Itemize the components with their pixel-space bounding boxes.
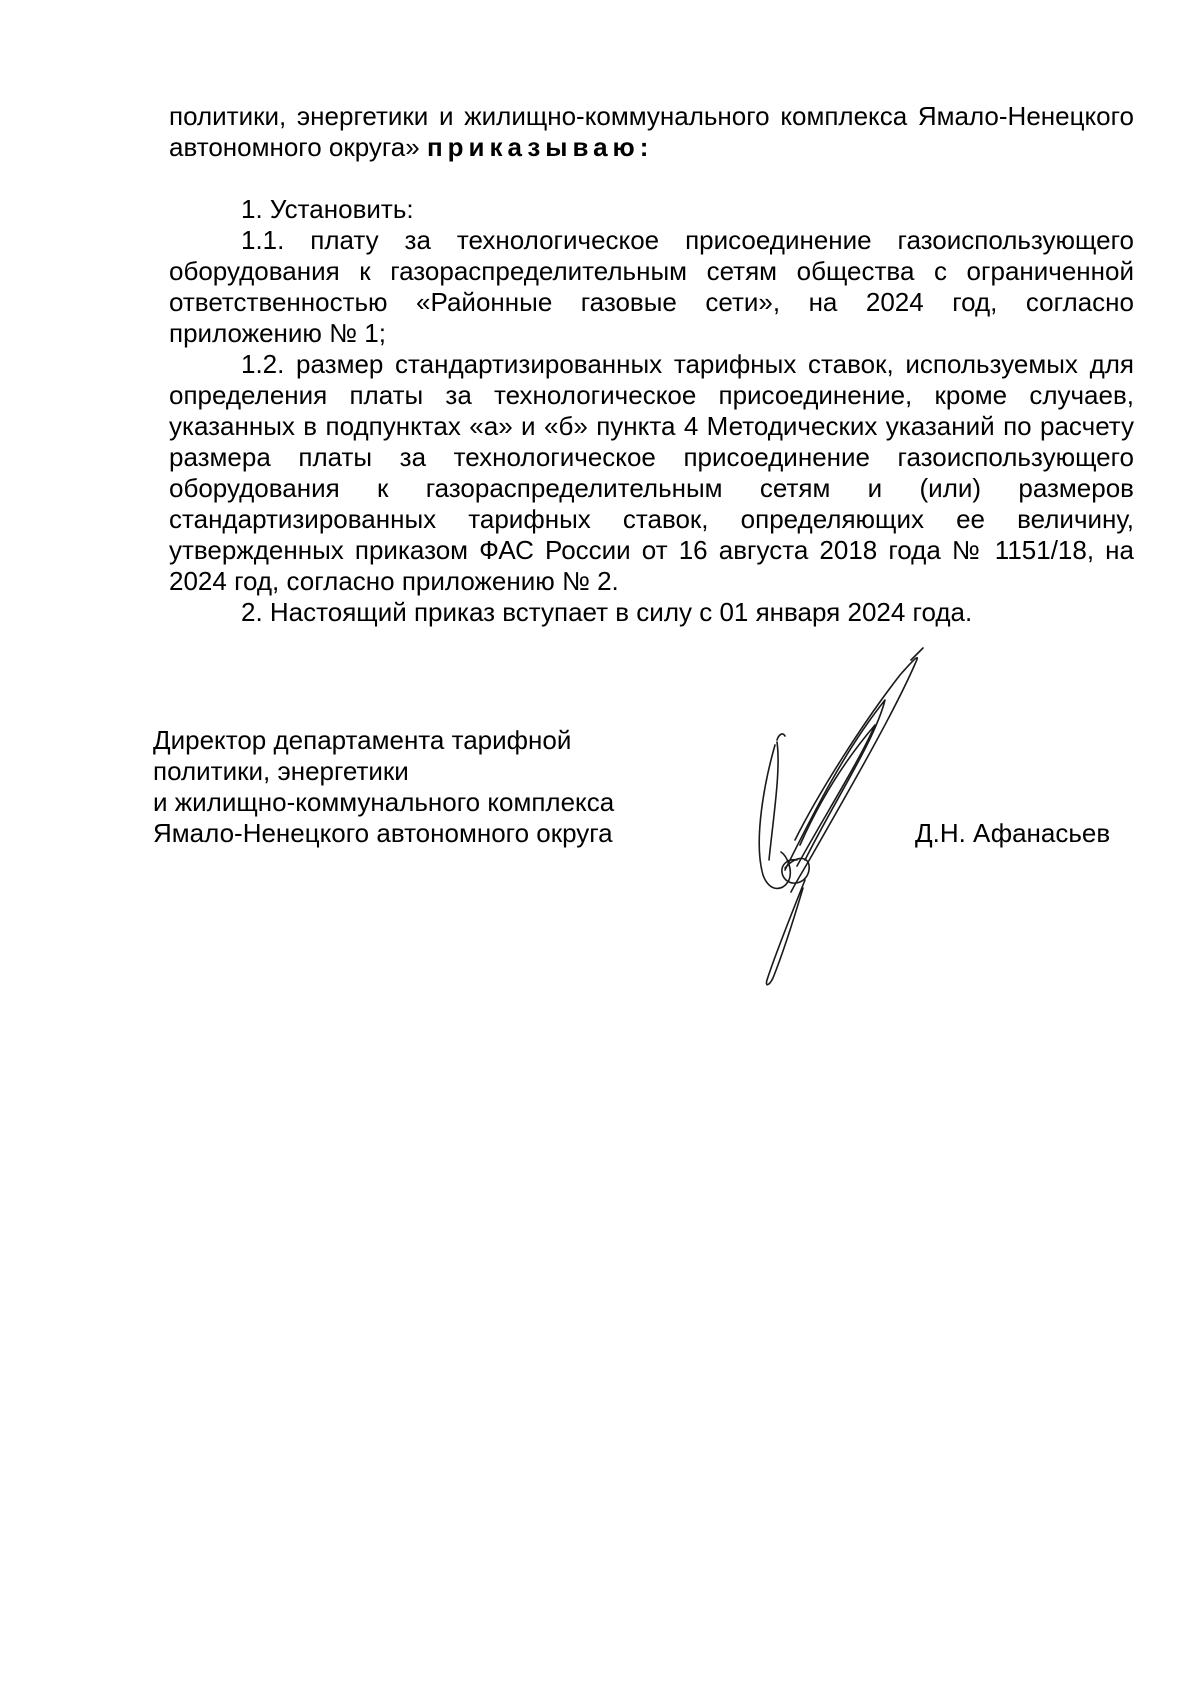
position-line-1: Директор департамента тарифной <box>153 725 572 755</box>
document-body <box>169 101 1134 628</box>
intro-paragraph <box>169 101 1134 163</box>
item-1-2: 1.2. размер стандартизированных тарифных ставок, используемых для определения платы за технологическое присоединение, кроме случаев, указанных в подпунктах «а» и «б» пункта 4 Методических указаний по расчету размера платы за технологическое присоединение газоиспользующего оборудования к газораспределительным сетям и (или) размеров стандартизированных тарифных ставок, определяющих ее величину, утвержденных приказом ФАС России от 16 августа 2018 года № 1151/18, на 2024 год, согласно приложению № 2. <box>169 349 1134 596</box>
position-line-3: и жилищно-коммунального комплекса <box>153 787 615 817</box>
signatory-position <box>153 725 713 849</box>
position-line-2: политики, энергетики <box>153 756 409 786</box>
handwritten-signature <box>725 630 965 990</box>
position-line-4: Ямало-Ненецкого автономного округа <box>153 818 613 848</box>
order-keyword: приказываю: <box>426 132 654 162</box>
paragraph-gap <box>169 163 1134 194</box>
item-1: 1. Установить: <box>241 194 414 224</box>
intro-text: политики, энергетики и жилищно-коммунального комплекса Ямало-Ненецкого автономного округа» <box>169 101 1134 162</box>
item-2: 2. Настоящий приказ вступает в силу с 01 января 2024 года. <box>241 597 973 627</box>
item-1-1: 1.1. плату за технологическое присоединение газоиспользующего оборудования к газораспределительным сетям общества с ограниченной ответственностью «Районные газовые сети», на 2024 год, согласно приложению № 1; <box>169 225 1134 348</box>
signer-name: Д.Н. Афанасьев <box>915 818 1111 848</box>
